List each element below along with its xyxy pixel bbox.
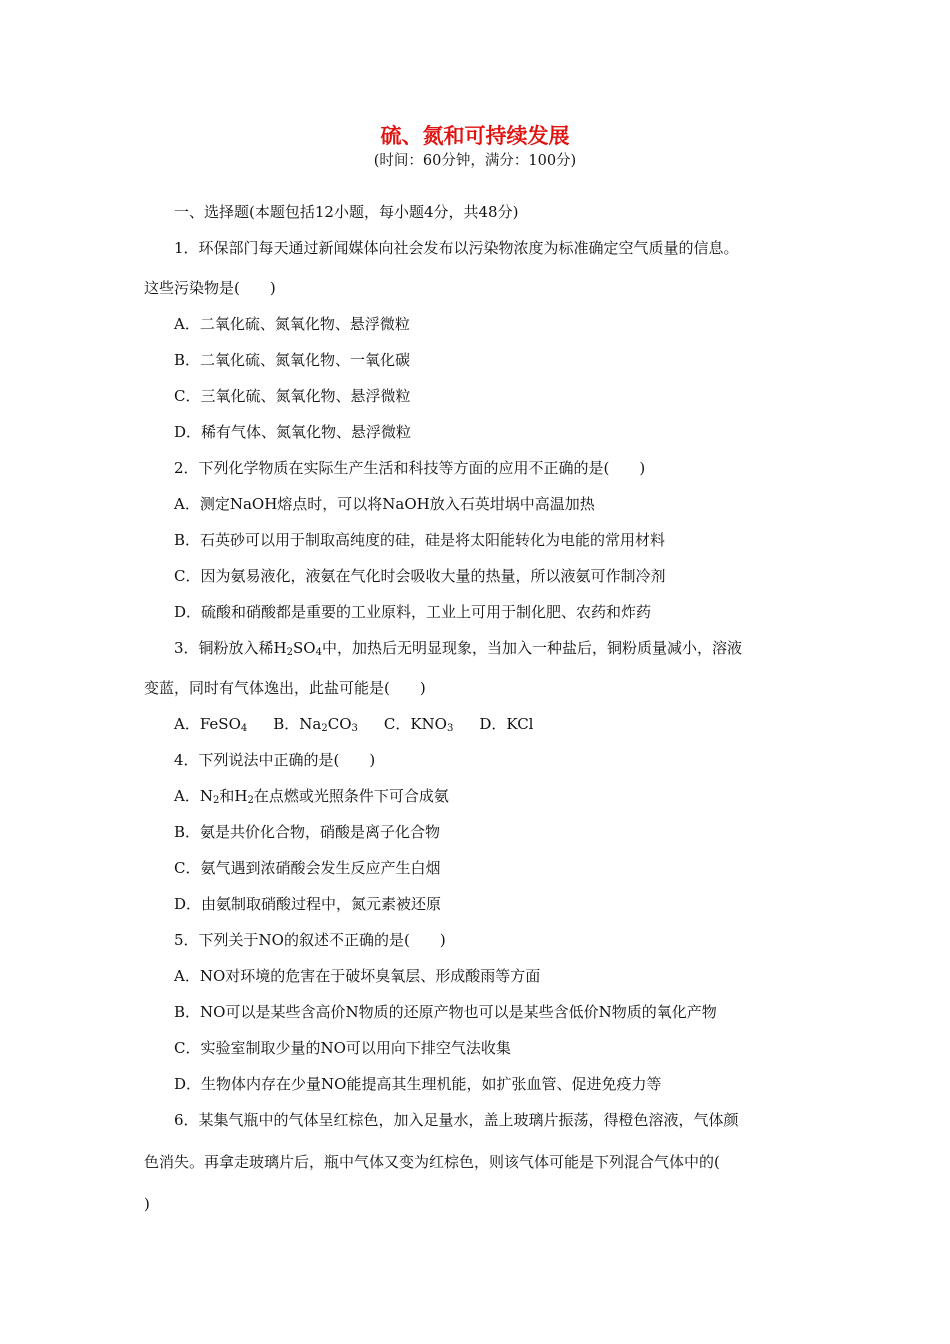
q2-option-a: A．测定NaOH熔点时，可以将NaOH放入石英坩埚中高温加热 xyxy=(174,495,595,513)
q5-option-b: B．NO可以是某些含高价N物质的还原产物也可以是某些含低价N物质的氧化产物 xyxy=(174,1003,717,1021)
q3-subscript: 3 xyxy=(446,723,454,734)
q4-option-b: B．氨是共价化合物，硝酸是离子化合物 xyxy=(174,823,441,841)
q6-stem-line-2: 色消失。再拿走玻璃片后，瓶中气体又变为红棕色，则该气体可能是下列混合气体中的( xyxy=(144,1153,720,1171)
q5-stem: 5．下列关于NO的叙述不正确的是( ) xyxy=(174,931,446,949)
q5-option-a: A．NO对环境的危害在于破坏臭氧层、形成酸雨等方面 xyxy=(174,967,541,985)
q3-option-b-text: B．Na xyxy=(273,715,322,733)
q3-subscript: 4 xyxy=(315,647,322,658)
q3-option-d: D．KCl xyxy=(479,715,534,733)
q3-subscript: 2 xyxy=(286,647,294,658)
q4-option-d: D．由氨制取硝酸过程中，氮元素被还原 xyxy=(174,895,442,913)
q3-option-c xyxy=(384,715,453,733)
q3-stem-line-2: 变蓝，同时有气体逸出，此盐可能是( ) xyxy=(144,679,426,697)
q3-option-b-text: CO xyxy=(327,715,352,733)
q6-stem-line-3: ) xyxy=(144,1195,150,1213)
q1-stem-line-1: 1．环保部门每天通过新闻媒体向社会发布以污染物浓度为标准确定空气质量的信息。 xyxy=(174,239,739,257)
q4-subscript: 2 xyxy=(212,795,220,806)
document-subtitle: (时间：60分钟，满分：100分) xyxy=(373,153,577,169)
q4-subscript: 2 xyxy=(247,795,254,806)
section-heading: 一、选择题(本题包括12小题，每小题4分，共48分) xyxy=(174,203,519,221)
q4-option-c: C．氨气遇到浓硝酸会发生反应产生白烟 xyxy=(174,859,441,877)
q4-option-a xyxy=(174,785,449,807)
q3-stem-text: SO xyxy=(293,639,316,657)
q1-option-b: B．二氧化硫、氮氧化物、一氧化碳 xyxy=(174,351,411,369)
q2-option-b: B．石英砂可以用于制取高纯度的硅，硅是将太阳能转化为电能的常用材料 xyxy=(174,531,666,549)
q3-option-a xyxy=(174,715,247,733)
q3-subscript: 4 xyxy=(240,723,248,734)
q5-option-c: C．实验室制取少量的NO可以用向下排空气法收集 xyxy=(174,1039,511,1057)
q1-option-c: C．三氧化硫、氮氧化物、悬浮微粒 xyxy=(174,387,411,405)
q3-option-c-text: C．KNO xyxy=(383,715,447,733)
q3-stem-line-1 xyxy=(174,637,742,659)
q2-option-d: D．硫酸和硝酸都是重要的工业原料，工业上可用于制化肥、农药和炸药 xyxy=(174,603,652,621)
q1-stem-line-2: 这些污染物是( ) xyxy=(144,279,276,297)
q4-option-a-text: A．N xyxy=(174,787,213,805)
q3-options xyxy=(174,713,533,735)
q1-option-a: A．二氧化硫、氮氧化物、悬浮微粒 xyxy=(174,315,410,333)
q4-stem: 4．下列说法中正确的是( ) xyxy=(174,751,376,769)
q3-stem-text: 3．铜粉放入稀H xyxy=(174,639,287,657)
q4-option-a-text: 在点燃或光照条件下可合成氨 xyxy=(253,787,449,805)
q3-subscript: 2 xyxy=(321,723,328,734)
q6-stem-line-1: 6．某集气瓶中的气体呈红棕色，加入足量水，盖上玻璃片振荡，得橙色溶液，气体颜 xyxy=(174,1111,739,1129)
q2-stem: 2．下列化学物质在实际生产生活和科技等方面的应用不正确的是( ) xyxy=(174,459,646,477)
q1-option-d: D．稀有气体、氮氧化物、悬浮微粒 xyxy=(174,423,412,441)
q3-stem-text: 中，加热后无明显现象，当加入一种盐后，铜粉质量减小，溶液 xyxy=(321,639,742,657)
document-title: 硫、氮和可持续发展 xyxy=(380,123,570,148)
q5-option-d: D．生物体内存在少量NO能提高其生理机能，如扩张血管、促进免疫力等 xyxy=(174,1075,662,1093)
q4-option-a-text: 和H xyxy=(219,787,248,805)
q3-option-a-text: A．FeSO xyxy=(174,715,241,733)
q3-subscript: 3 xyxy=(351,723,358,734)
q3-option-b xyxy=(273,715,358,733)
q2-option-c: C．因为氨易液化，液氨在气化时会吸收大量的热量，所以液氨可作制冷剂 xyxy=(174,567,666,585)
